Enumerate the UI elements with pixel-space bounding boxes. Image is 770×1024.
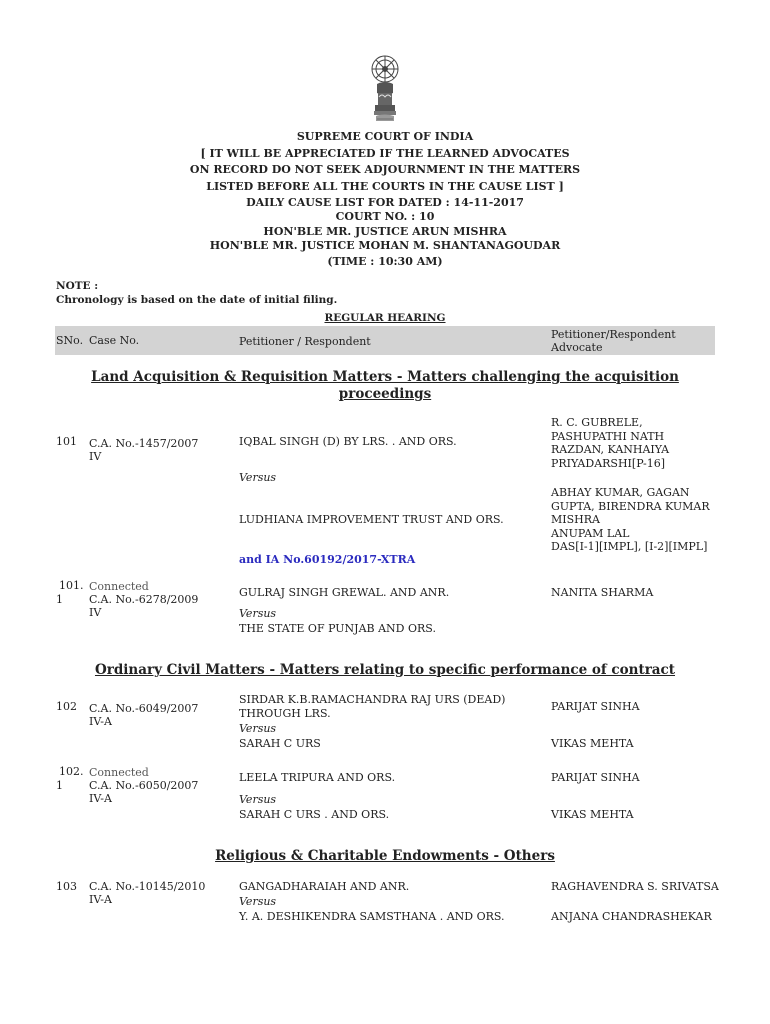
- advocate-line: ANUPAM LAL: [551, 526, 630, 540]
- column-sno: SNo.: [56, 334, 84, 347]
- notice-line: [ IT WILL BE APPRECIATED IF THE LEARNED ADVOCATES: [200, 146, 570, 160]
- case-bench: IV-A: [89, 792, 112, 805]
- respondent: LUDHIANA IMPROVEMENT TRUST AND ORS.: [239, 513, 504, 526]
- case-number: C.A. No.-6049/2007: [89, 702, 199, 715]
- petitioner: [239, 693, 505, 720]
- case-bench: IV-A: [89, 893, 112, 906]
- petitioner: GANGADHARAIAH AND ANR.: [239, 880, 410, 893]
- advocate-line: GUPTA, BIRENDRA KUMAR: [551, 499, 710, 513]
- note-label: NOTE :: [56, 280, 99, 292]
- advocate-line: PRIYADARSHI[P-16]: [551, 456, 665, 470]
- section-title: Ordinary Civil Matters - Matters relating to specific performance of contract: [94, 662, 676, 678]
- respondent-advocate: ANJANA CHANDRASHEKAR: [551, 910, 712, 923]
- versus-label: Versus: [239, 471, 277, 484]
- respondent: SARAH C URS: [239, 737, 321, 750]
- section-title: Religious & Charitable Endowments - Others: [215, 848, 555, 864]
- case-number: C.A. No.-1457/2007: [89, 437, 199, 450]
- case-sno: 102: [56, 700, 77, 713]
- interlocutory-application: and IA No.60192/2017-XTRA: [239, 553, 416, 566]
- petitioner-advocate: PARIJAT SINHA: [551, 700, 640, 713]
- petitioner: LEELA TRIPURA AND ORS.: [239, 771, 396, 784]
- petitioner-advocate: NANITA SHARMA: [551, 586, 654, 599]
- case-bench: IV: [89, 606, 102, 619]
- case-sno: 1: [56, 779, 63, 792]
- note-text: Chronology is based on the date of initial filing.: [56, 294, 338, 306]
- case-number: C.A. No.-6278/2009: [89, 593, 199, 606]
- respondent: SARAH C URS . AND ORS.: [239, 808, 390, 821]
- column-advocate: Advocate: [551, 341, 603, 354]
- table-header: [55, 326, 715, 355]
- case-sno: 1: [56, 593, 63, 606]
- column-case-no: Case No.: [89, 334, 140, 347]
- column-advocate: Petitioner/Respondent: [551, 328, 676, 341]
- advocate-line: RAZDAN, KANHAIYA: [551, 443, 670, 456]
- versus-label: Versus: [239, 722, 277, 735]
- petitioner: IQBAL SINGH (D) BY LRS. . AND ORS.: [239, 435, 457, 448]
- court-name: SUPREME COURT OF INDIA: [296, 130, 474, 143]
- note-block: [56, 279, 337, 307]
- case-bench: IV: [89, 450, 102, 463]
- section-title-line: proceedings: [338, 386, 432, 402]
- section-title-line: Land Acquisition & Requisition Matters - Matters challenging the acquisition: [91, 369, 679, 385]
- versus-label: Versus: [239, 793, 277, 806]
- petitioner: GULRAJ SINGH GREWAL. AND ANR.: [239, 586, 450, 599]
- notice-line: LISTED BEFORE ALL THE COURTS IN THE CAUSE LIST ]: [206, 179, 564, 193]
- petitioner-advocate: [551, 416, 669, 470]
- hearing-type: REGULAR HEARING: [324, 312, 446, 324]
- respondent-advocate: VIKAS MEHTA: [551, 737, 634, 750]
- advocate-line: MISHRA: [551, 513, 600, 526]
- case-sno: 101.: [59, 579, 84, 592]
- case-sno: 103: [56, 880, 77, 893]
- case-sno: 101: [56, 435, 77, 448]
- cause-list-header: [0, 129, 770, 271]
- cause-list-date: DAILY CAUSE LIST FOR DATED : 14-11-2017: [246, 196, 524, 209]
- respondent: Y. A. DESHIKENDRA SAMSTHANA . AND ORS.: [239, 910, 505, 923]
- case-number: C.A. No.-6050/2007: [89, 779, 199, 792]
- advocate-line: DAS[I-1][IMPL], [I-2][IMPL]: [551, 540, 708, 553]
- advocate-line: ABHAY KUMAR, GAGAN: [551, 486, 690, 499]
- case-bench: IV-A: [89, 715, 112, 728]
- advocate-line: PASHUPATHI NATH: [551, 429, 665, 443]
- judge-name: HON'BLE MR. JUSTICE MOHAN M. SHANTANAGOUDAR: [209, 239, 561, 252]
- court-number: COURT NO. : 10: [335, 210, 435, 223]
- judge-name: HON'BLE MR. JUSTICE ARUN MISHRA: [263, 225, 507, 238]
- advocate-line: R. C. GUBRELE,: [551, 416, 643, 429]
- connected-label: Connected: [89, 766, 149, 779]
- hearing-time: (TIME : 10:30 AM): [327, 255, 443, 268]
- petitioner-line: THROUGH LRS.: [239, 706, 331, 720]
- section-title: [60, 369, 710, 403]
- petitioner-advocate: PARIJAT SINHA: [551, 771, 640, 784]
- petitioner-line: SIRDAR K.B.RAMACHANDRA RAJ URS (DEAD): [239, 693, 506, 706]
- petitioner-advocate: RAGHAVENDRA S. SRIVATSA: [551, 880, 719, 893]
- connected-label: Connected: [89, 580, 149, 593]
- column-parties: Petitioner / Respondent: [239, 335, 371, 348]
- national-emblem-icon: [366, 53, 404, 125]
- versus-label: Versus: [239, 895, 277, 908]
- respondent-advocate: VIKAS MEHTA: [551, 808, 634, 821]
- respondent: THE STATE OF PUNJAB AND ORS.: [239, 622, 436, 635]
- case-sno: 102.: [59, 765, 84, 778]
- notice-line: ON RECORD DO NOT SEEK ADJOURNMENT IN THE MATTERS: [189, 163, 581, 176]
- respondent-advocate: [551, 486, 710, 554]
- versus-label: Versus: [239, 607, 277, 620]
- case-number: C.A. No.-10145/2010: [89, 880, 206, 893]
